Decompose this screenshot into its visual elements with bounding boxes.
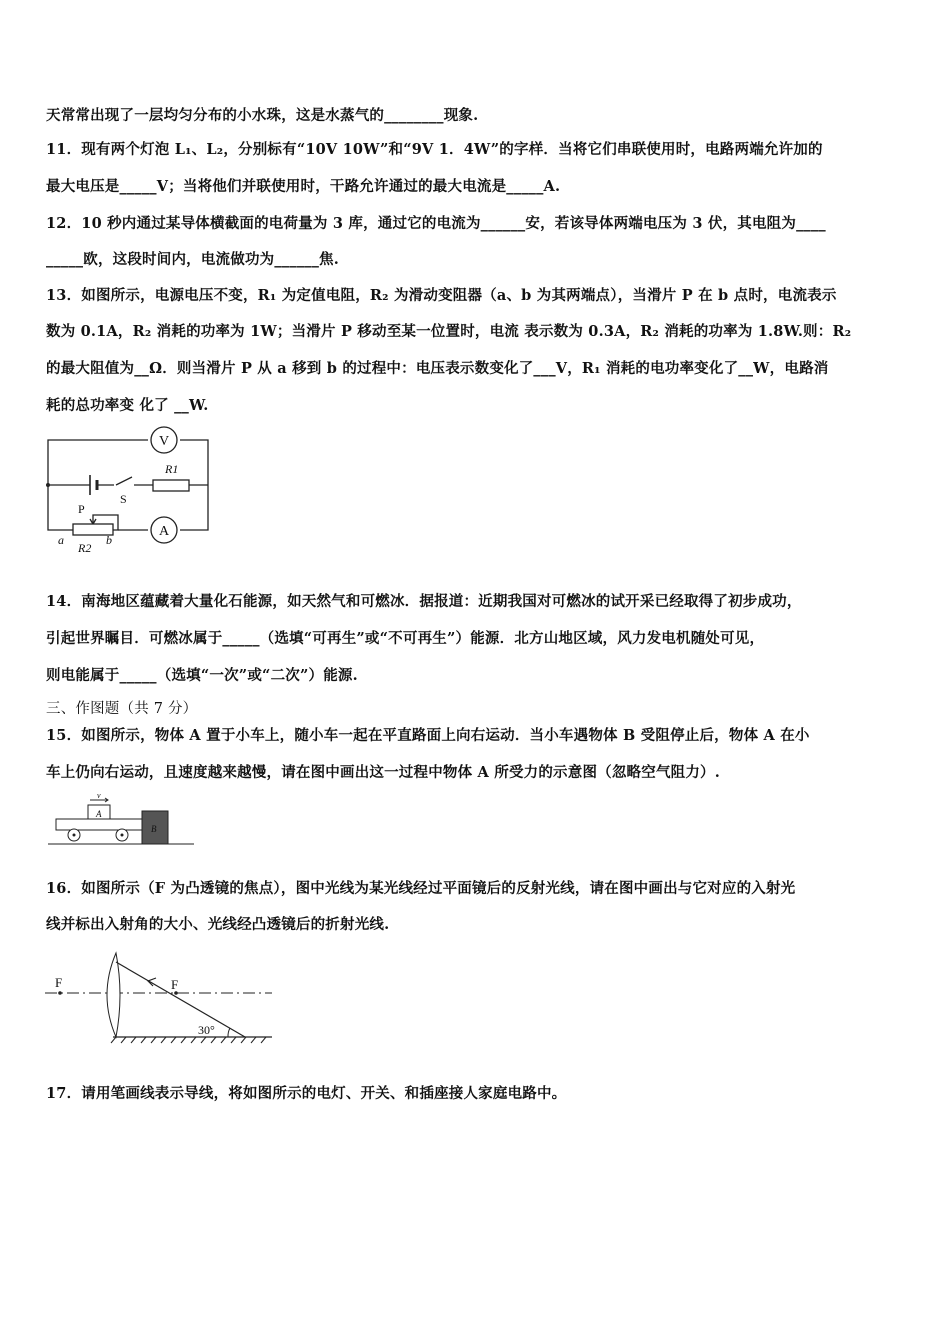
block-b-label: B xyxy=(151,824,157,834)
text-line: 数为 0.1A，R₂ 消耗的功率为 1W；当滑片 P 移动至某一位置时，电流 表示数为 0.3A，R₂ 消耗的功率为 1.8W.则：R₂ xyxy=(46,323,852,340)
text-line: 车上仍向右运动，且速度越来越慢，请在图中画出这一过程中物体 A 所受力的示意图（忽略空气阻力）. xyxy=(46,764,720,781)
text-line: 则电能属于_____（选填“一次”或“二次”）能源. xyxy=(46,667,358,684)
voltmeter-label: V xyxy=(158,434,170,449)
end-a-label: a xyxy=(58,533,64,547)
text-line: 线并标出入射角的大小、光线经凸透镜后的折射光线. xyxy=(46,916,390,933)
section-heading: 三、作图题（共 7 分） xyxy=(46,701,198,717)
text-line: 耗的总功率变 化了 __W. xyxy=(46,397,209,414)
hatching xyxy=(111,1037,266,1043)
cart-diagram xyxy=(46,790,196,850)
focus-left-label: F xyxy=(55,975,63,990)
end-b-label: b xyxy=(106,533,112,547)
text-line: 天常常出现了一层均匀分布的小水珠，这是水蒸气的________现象. xyxy=(46,107,479,124)
question-11: 11．现有两个灯泡 L₁、L₂，分别标有“10V 10W”和“9V 1．4W”的字样．当将它们串联使用时，电路两端允许加的 xyxy=(46,141,823,158)
question-13: 13．如图所示，电源电压不变，R₁ 为定值电阻，R₂ 为滑动变阻器（a、b 为其两端点），当滑片 P 在 b 点时，电流表示 xyxy=(46,287,837,304)
angle-label: 30° xyxy=(198,1023,215,1037)
ammeter-label: A xyxy=(158,524,170,539)
focus-right-label: F xyxy=(171,977,179,992)
question-16: 16．如图所示（F 为凸透镜的焦点），图中光线为某光线经过平面镜后的反射光线，请在图中画出与它对应的入射光 xyxy=(46,880,796,897)
lens-diagram xyxy=(40,945,280,1045)
question-15: 15．如图所示，物体 A 置于小车上，随小车一起在平直路面上向右运动．当小车遇物体 B 受阻停止后，物体 A 在小 xyxy=(46,727,810,744)
question-14: 14．南海地区蕴藏着大量化石能源，如天然气和可燃冰．据报道：近期我国对可燃冰的试开采已经取得了初步成功， xyxy=(46,593,802,610)
switch-label: S xyxy=(120,492,127,506)
block-a-label: A xyxy=(96,809,102,819)
text-line: 引起世界瞩目．可燃冰属于_____（选填“可再生”或“不可再生”）能源．北方山地区域，风力发电机随处可见， xyxy=(46,630,765,647)
question-17: 17．请用笔画线表示导线，将如图所示的电灯、开关、和插座接人家庭电路中。 xyxy=(46,1085,567,1102)
circuit-diagram xyxy=(40,425,220,560)
velocity-label: v xyxy=(97,791,101,800)
question-12: 12．10 秒内通过某导体横截面的电荷量为 3 库，通过它的电流为______安，若该导体两端电压为 3 伏，其电阻为____ xyxy=(46,215,826,232)
resistor1-label: R1 xyxy=(165,462,179,476)
resistor2-label: R2 xyxy=(78,541,92,555)
text-line: _____欧，这段时间内，电流做功为______焦. xyxy=(46,251,339,268)
text-line: 的最大阻值为__Ω．则当滑片 P 从 a 移到 b 的过程中：电压表示数变化了___V，R₁ 消耗的电功率变化了__W，电路消 xyxy=(46,360,829,377)
text-line: 最大电压是_____V；当将他们并联使用时，干路允许通过的最大电流是_____A. xyxy=(46,178,561,195)
slider-label: P xyxy=(78,502,85,516)
